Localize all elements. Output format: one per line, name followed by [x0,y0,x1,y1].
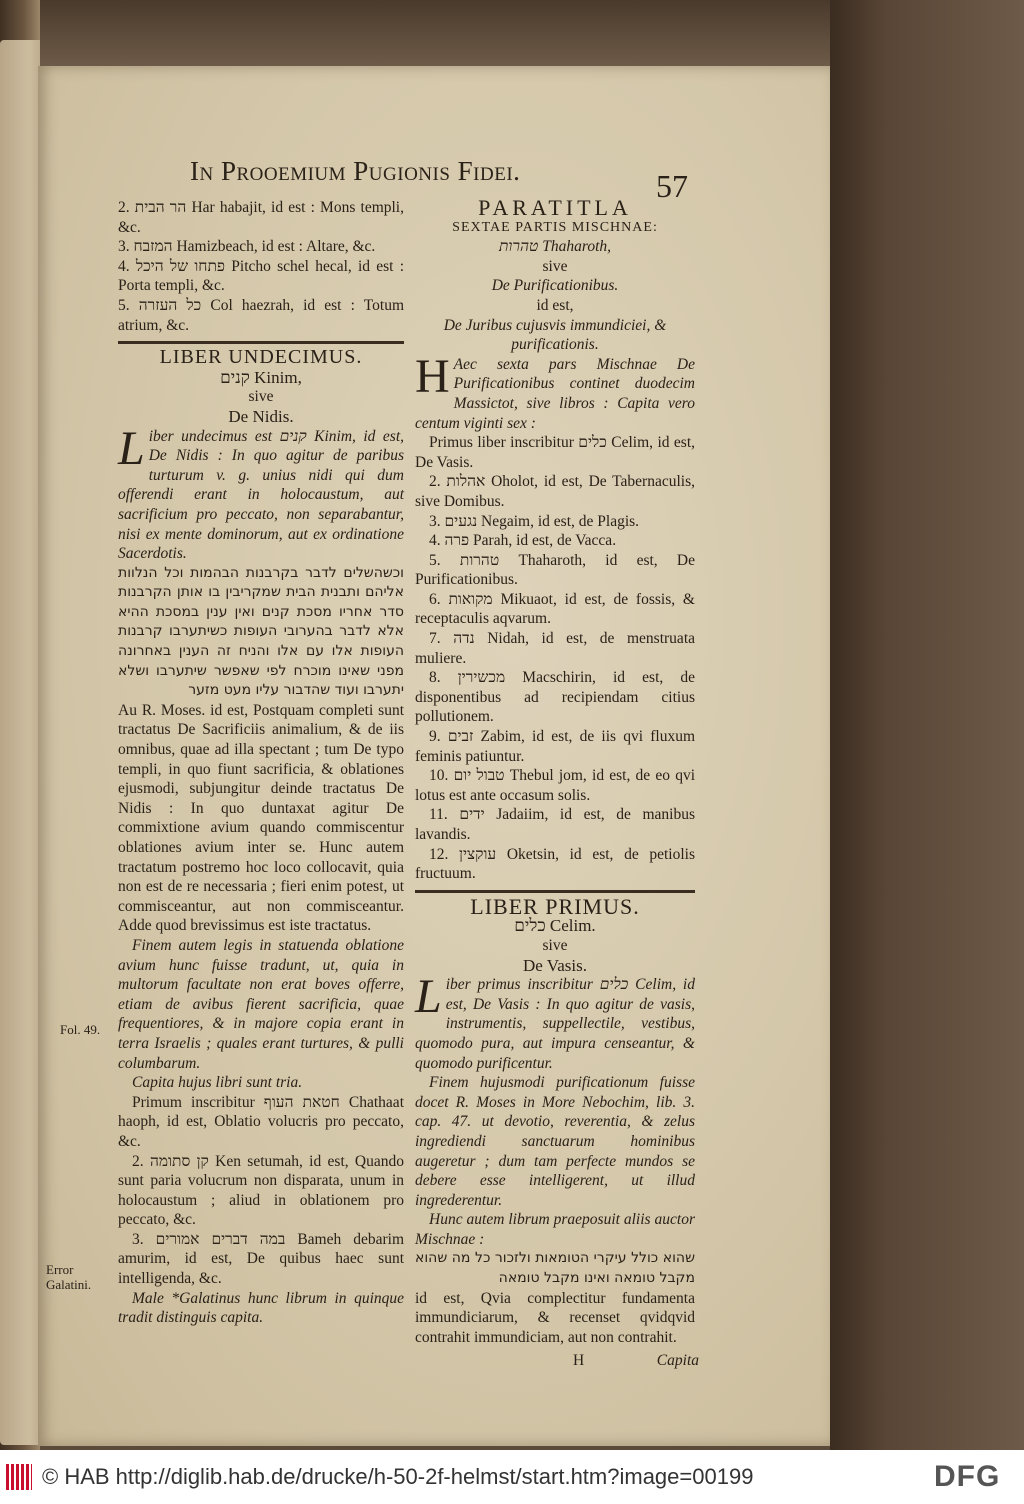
thaharoth-title: טהרות Thaharoth, [498,238,612,256]
left-item-2: 2. הר הבית Har habajit, id est : Mons templi, &c. [118,199,404,236]
massictot-6: 6. מקואות Mikuaot, id est, de fossis, & receptaculis aqvarum. [415,590,695,628]
hunc-autem: Hunc autem librum praeposuit aliis auctor Mischnae : [415,1211,695,1248]
finem-right: Finem hujusmodi purificationum fuisse docet R. Moses in More Nebochim, lib. 3. cap. 47. ut devotio, reverentia, & zelus ingrediendi sanctuarum hominibus augeretur ; dum tam perfecte mundos se debere esse intelligerent, ut illud ingrederentur. [415,1074,695,1209]
copyright-link[interactable]: © HAB http://diglib.hab.de/drucke/h-50-2f-helmst/start.htm?image=00199 [42,1464,754,1489]
massictot-5: 5. טהרות Thaharoth, id est, De Purificationibus. [415,551,696,589]
dropcap-l-right: L [415,970,442,1024]
celim-intro [415,970,695,1073]
celim-intro-text: iber primus inscribitur כלים Celim, id est, De Vasis : In quo agitur de vasis, instrumentis, suppellectile, vestibus, quomodo pura, aut impura censeantur, & quomodo purificentur. [415,976,695,1072]
caput-1: Primum inscribitur חטאת העוף Chathaat haoph, id est, Oblatio volucris pro peccato, &c. [118,1093,404,1150]
page-number: 57 [656,168,688,204]
caput-3: 3. במה דברים אמורים Bameh debarim amurim, id est, De quibus haec sunt intelligenda, &c. [118,1230,405,1288]
juribus-title: De Juribus cujusvis immundiciei, & purificationis. [443,316,667,354]
massictot-3: 3. נגעים Negaim, id est, de Plagis. [429,512,640,530]
massictot-2: 2. אהלות Oholot, id est, De Tabernaculis, sive Domibus. [415,473,695,510]
margin-note-fol: Fol. 49. [60,1022,101,1037]
massictot-7: 7. נדה Nidah, id est, de menstruata muliere. [415,630,695,667]
massictot-9: 9. זבים Zabim, id est, de iis qvi fluxum feminis patiuntur. [415,728,695,765]
kinim-intro [118,421,404,564]
caput-2: 2. קן סתומה Ken setumah, id est, Quando sunt paria volucrum non disparata, unum in holocaustum ; aliud in oblationem pro peccato, &c. [118,1152,405,1229]
left-item-4: 4. פתחו של היכל Pitcho schel hecal, id est : Porta templi, &c. [118,257,405,295]
massictot-1: Primus liber inscribitur כלים Celim, id est, De Vasis. [415,434,695,471]
left-item-5: 5. כל העזרה Col haezrah, id est : Totum atrium, &c. [118,296,404,334]
id-est-label: id est, [536,296,574,314]
sextae-partis-title: SEXTAE PARTIS MISCHNAE: [452,219,658,235]
dropcap-h: H [415,349,450,403]
liber-undecimus-heading: LIBER UNDECIMUS. [118,341,404,368]
barcode-icon [6,1464,32,1490]
galatinus-note: Male *Galatinus hunc librum in quinque tradit distinguis capita. [118,1289,404,1327]
running-header: In Prooemium Pugionis Fidei. [190,156,521,186]
kinim-intro-text: iber undecimus est קנים Kinim, id est, De Nidis : In quo agitur de paribus turturum v. g. unius nidi qui dum offerendi erant in holocaustum, aut sacrificium pro peccato, non separabantur, nisi ex mente dominorum, aut ex ordinatione Sacerdotis. [118,427,404,563]
capita-line: Capita hujus libri sunt tria. [132,1074,303,1092]
paratitla-title: PARATITLA [478,195,632,220]
catchword: Capita [656,1352,699,1370]
de-nidis-title: De Nidis. [228,406,294,426]
dfg-logo: DFG [934,1460,1001,1493]
sive-label-right-2: sive [542,936,568,954]
viewer-footer [0,1450,1024,1504]
massictot-4: 4. פרה Parah, id est, de Vacca. [429,532,617,550]
background-right [830,0,1024,1450]
dropcap-l: L [118,421,145,475]
sive-label-right: sive [542,257,568,275]
liber-primus-heading: LIBER PRIMUS. [415,890,695,917]
massictot-8: 8. מכשירין Macschirin, id est, de disponentibus ad recipiendam citius pollutionem. [415,669,695,726]
hebrew-block: וכשהשלים לדבר בקרבנות הבהמות וכל הנלוות אליהם ותבנית הבית שמקריבין בו אותן הקרבנות סדר אחריו מסכת קנים ואין ענין במסכת ההיא אלא לדבר בהערובי העופות כשיתערבו קרבנות העופות אלו עם אלו והניח זה הענין באחרונה מפני שאינו מוכרח לפי שאפשר שיתערבו ושלא יתערבו ועוד שהדבור עליו מעט מזער [118,564,404,699]
latin-translation: Au R. Moses. id est, Postquam completi sunt tractatus De Sacrificiis animalium, & de iis omnibus, quae ad illa spectant ; tum De typo templi, in quo fiunt sacrificia, & oblationes ejusmodi, subjungitur deinde tractatus De Nidis : In quo duntaxat agitur De commixtione avium quando commiscentur oblationes avium inter se. Hunc autem tractatum postremo hoc loco collocavit, quia non est de re necessaria ; fieri enim potest, ut commisceantur, aut non commisceantur. Adde quod brevissimus est iste tractatus. [118,701,404,935]
previous-page-edge [0,40,42,1445]
latin-quote: id est, Qvia complectitur fundamenta immundiciarum, & recenset qvidqvid contrahit immundiciam, aut non contrahit. [415,1289,695,1346]
celim-title: כלים Celim. [514,916,596,936]
de-vasis-title: De Vasis. [523,955,587,975]
hebrew-quote: שהוא כולל עיקרי הטומאות ולזכור כל מה שהוא מקבל טומאה ואינו מקבל טומאה [415,1250,695,1287]
sive-label: sive [248,388,274,406]
margin-note-error: Error Galatini. [46,1262,92,1292]
massictot-12: 12. עוקצין Oketsin, id est, de petiolis fructuum. [415,845,695,883]
background-top [40,0,830,66]
left-column [118,198,404,1328]
massictot-11: 11. ידים Jadaiim, id est, de manibus lavandis. [415,806,695,843]
sexta-pars-text: Aec sexta pars Mischnae De Purificationibus continet duodecim Massictot, sive libros : Capita vero centum viginti sex : [415,355,695,432]
right-column [415,195,699,1373]
page-foot [415,1351,699,1373]
purificationibus-title: De Purificationibus. [491,277,619,295]
finem-paragraph: Finem autem legis in statuenda oblatione avium hunc fuisse tradunt, ut, quia in multorum facultate non erat boves offerre, etiam de avibus fierent sacrificia, quae frequentiores, & in majore copia erant in terra Israelis ; quales erant turtures, & pulli columbarum. [118,936,404,1072]
massictot-10: 10. טבול יום Thebul jom, id est, de eo qvi lotus est ante occasum solis. [415,767,695,804]
signature-mark: H [573,1352,585,1370]
sexta-pars-intro [415,349,695,433]
kinim-title: קנים Kinim, [220,367,302,387]
left-item-3: 3. המזבח Hamizbeach, id est : Altare, &c. [118,238,376,256]
